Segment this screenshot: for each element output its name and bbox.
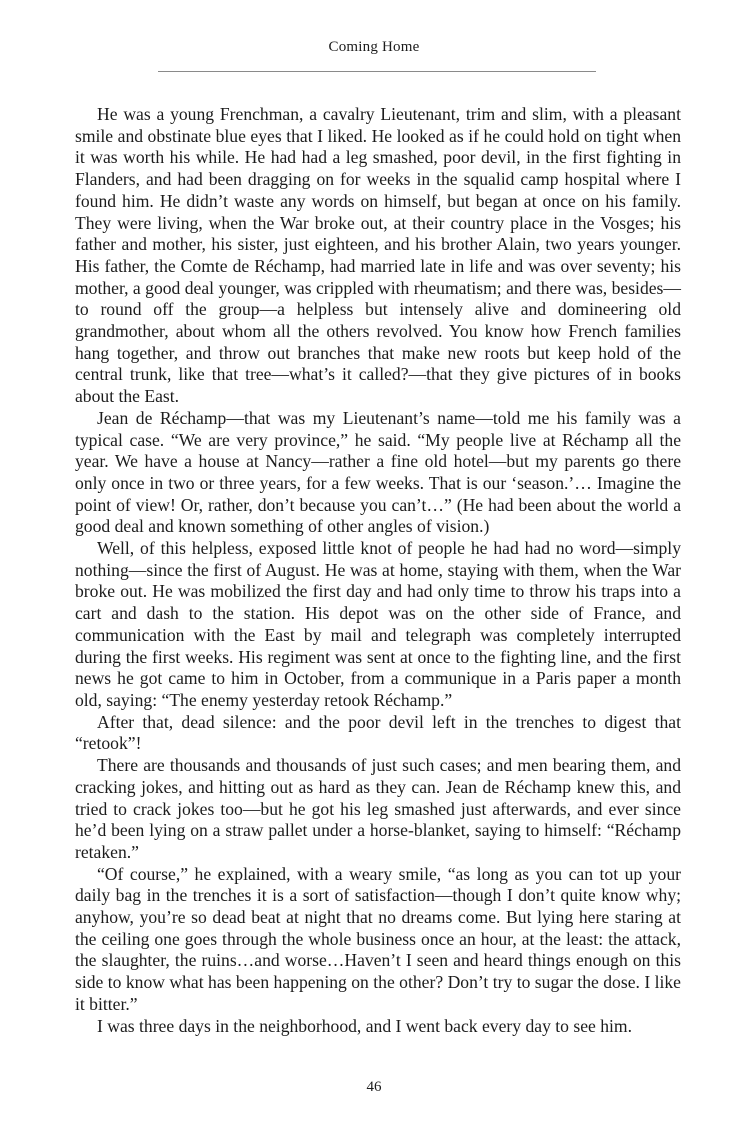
paragraph: “Of course,” he explained, with a weary smile, “as long as you can tot up your daily bag in the trenches it is a sort of satisfaction—though I don’t quite know why; anyhow, you’re so dead beat at night that no dreams come. But lying here staring at the ceiling one goes through the whole business once an hour, at the least: the attack, the slaughter, the ruins…and worse…Haven’t I seen and heard things enough on this side to know what has been happening on the other? Don’t try to sugar the dose. I like it bitter.”: [75, 863, 681, 1014]
header-rule: [158, 71, 596, 72]
body-text: [75, 104, 681, 1037]
paragraph: After that, dead silence: and the poor devil left in the trenches to digest that “retook”!: [75, 711, 681, 754]
paragraph: There are thousands and thousands of just such cases; and men bearing them, and cracking jokes, and hitting out as hard as they can. Jean de Réchamp knew this, and tried to crack jokes too—but he got his leg smashed just afterwards, and ever since he’d been lying on a straw pallet under a horse-blanket, saying to himself: “Réchamp retaken.”: [75, 755, 681, 862]
paragraph: I was three days in the neighborhood, and I went back every day to see him.: [97, 1015, 632, 1036]
paragraph: Jean de Réchamp—that was my Lieutenant’s name—told me his family was a typical case. “We are very province,” he said. “My people live at Réchamp all the year. We have a house at Nancy—rather a fine old hotel—but my parents go there only once in two or three years, for a few weeks. That is our ‘season.’… Imagine the point of view! Or, rather, don’t because you can’t…” (He had been about the world a good deal and known something of other angles of vision.): [75, 407, 681, 537]
paragraph: He was a young Frenchman, a cavalry Lieutenant, trim and slim, with a pleasant smile and obstinate blue eyes that I liked. He looked as if he could hold on tight when it was worth his while. He had had a leg smashed, poor devil, in the first fighting in Flanders, and had been dragging on for weeks in the squalid camp hospital where I found him. He didn’t waste any words on himself, but began at once on his family. They were living, when the War broke out, at their country place in the Vosges; his father and mother, his sister, just eighteen, and his brother Alain, two years younger. His father, the Comte de Réchamp, had married late in life and was over seventy; his mother, a good deal younger, was crippled with rheumatism; and there was, besides—to round off the group—a helpless but intensely alive and domineering old grandmother, about whom all the others revolved. You know how French families hang together, and throw out branches that make new roots but keep hold of the central trunk, like that tree—what’s it called?—that they give pictures of in books about the East.: [75, 104, 681, 407]
page-number: 46: [366, 1079, 382, 1095]
running-head-title: Coming Home: [328, 39, 420, 55]
paragraph: Well, of this helpless, exposed little knot of people he had had no word—simply nothing—since the first of August. He was at home, staying with them, when the War broke out. He was mobilized the first day and had only time to throw his traps into a cart and dash to the station. His depot was on the other side of France, and communication with the East by mail and telegraph was completely interrupted during the first weeks. His regiment was sent at once to the fighting line, and the first news he got came to him in October, from a communique in a Paris paper a month old, saying: “The enemy yesterday retook Réchamp.”: [75, 538, 681, 710]
